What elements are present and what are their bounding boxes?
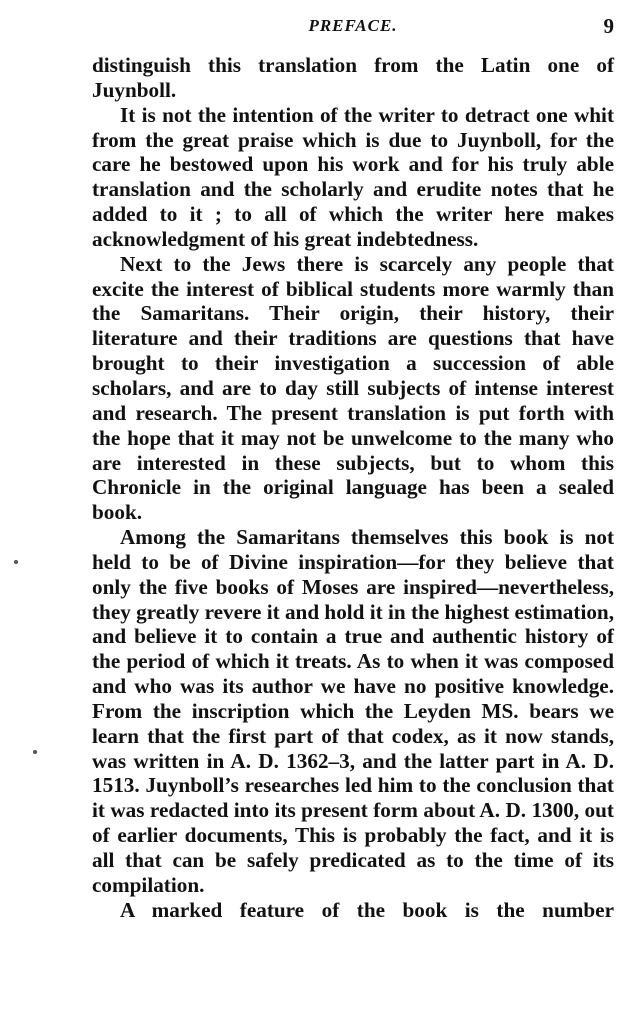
paragraph: Next to the Jews there is scarcely any people that excite the interest of biblical students more warmly than the Samaritans. Their origin, their history, their literature and their traditions are questions that have brought to their investigation a succession of able scholars, and are to day still subjects of intense interest and research. The present translation is put forth with the hope that it may not be unwelcome to the many who are interested in these subjects, but to whom this Chronicle in the original language has been a sealed book. xyxy=(92,251,614,525)
paragraph: A marked feature of the book is the number xyxy=(120,897,614,922)
margin-speck xyxy=(33,750,37,754)
paragraph: It is not the intention of the writer to detract one whit from the great praise which is due to Juynboll, for the care he bestowed upon his work and for his truly able translation and the scholarly and erudite notes that he added to it ; to all of which the writer here makes acknowledgment of his great indebtedness. xyxy=(92,102,614,251)
page-number: 9 xyxy=(603,14,614,38)
body-text xyxy=(92,53,614,923)
paragraph: distinguish this translation from the Latin one of Juynboll. xyxy=(92,53,614,102)
paragraph: Among the Samaritans themselves this book is not held to be of Divine inspiration—for they believe that only the five books of Moses are inspired—nevertheless, they greatly revere it and hold it in the highest estimation, and believe it to contain a true and authentic history of the period of which it treats. As to when it was composed and who was its author we have no positive knowledge. From the inscription which the Leyden MS. bears we learn that the first part of that codex, as it now stands, was written in A. D. 1362–3, and the latter part in A. D. 1513. Juynboll’s researches led him to the conclusion that it was redacted into its present form about A. D. 1300, out of earlier documents, This is probably the fact, and it is all that can be safely predicated as to the time of its compilation. xyxy=(92,525,615,897)
page-header xyxy=(92,14,614,44)
running-title: PREFACE. xyxy=(308,16,398,35)
margin-speck xyxy=(14,560,18,564)
